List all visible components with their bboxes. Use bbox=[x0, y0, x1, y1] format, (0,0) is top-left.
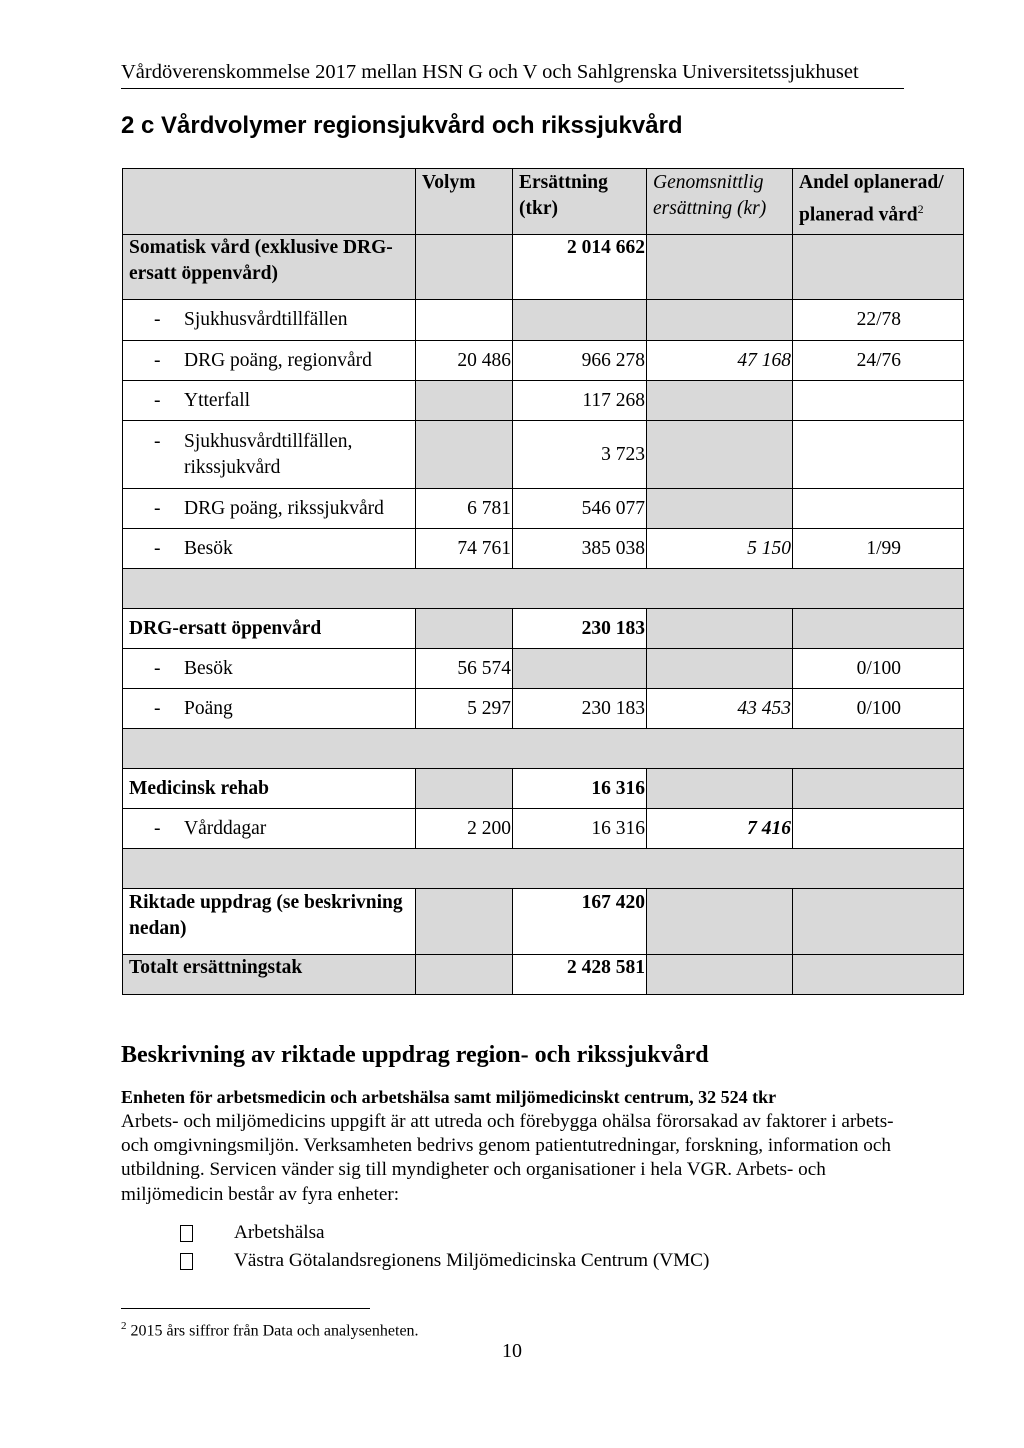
list-item bbox=[180, 1222, 325, 1243]
row-label: - DRG poäng, regionvård bbox=[123, 341, 416, 381]
cell-andel: 24/76 bbox=[793, 341, 964, 381]
cell-andel: 0/100 bbox=[793, 689, 964, 729]
cell-genomsnitt bbox=[647, 769, 793, 809]
cell-volym: 56 574 bbox=[416, 649, 513, 689]
cell-andel bbox=[793, 769, 964, 809]
cell-volym bbox=[416, 381, 513, 421]
cell-volym bbox=[416, 769, 513, 809]
footnote-marker: 2 bbox=[121, 1320, 127, 1332]
col-header-ersattning: Ersättning (tkr) bbox=[513, 169, 647, 235]
table-row bbox=[123, 609, 964, 649]
cell-ersattning: 385 038 bbox=[513, 529, 647, 569]
cell-ersattning bbox=[513, 300, 647, 341]
cell-volym: 74 761 bbox=[416, 529, 513, 569]
footnote bbox=[121, 1320, 419, 1340]
cell-genomsnitt bbox=[647, 889, 793, 955]
separator-row bbox=[123, 729, 964, 769]
cell-andel bbox=[793, 489, 964, 529]
cell-ersattning bbox=[513, 649, 647, 689]
table-row bbox=[123, 689, 964, 729]
footnote-divider bbox=[121, 1308, 370, 1309]
cell-andel bbox=[793, 955, 964, 995]
cell-genomsnitt bbox=[647, 421, 793, 489]
section-title: 2 c Vårdvolymer regionsjukvård och rikssjukvård bbox=[121, 112, 683, 139]
cell-ersattning: 3 723 bbox=[513, 421, 647, 489]
cell-andel bbox=[793, 809, 964, 849]
cell-ersattning: 16 316 bbox=[513, 809, 647, 849]
row-label: - Sjukhusvårdtillfällen bbox=[123, 300, 416, 341]
description-heading: Beskrivning av riktade uppdrag region- och rikssjukvård bbox=[121, 1042, 709, 1068]
cell-genomsnitt bbox=[647, 381, 793, 421]
bullet-box-icon bbox=[180, 1253, 193, 1270]
cell-volym: 5 297 bbox=[416, 689, 513, 729]
table-row bbox=[123, 381, 964, 421]
cell-genomsnitt: 47 168 bbox=[647, 341, 793, 381]
table-row bbox=[123, 235, 964, 300]
cell-volym: 20 486 bbox=[416, 341, 513, 381]
cell-genomsnitt: 43 453 bbox=[647, 689, 793, 729]
col-header-genomsnitt: Genomsnittlig ersättning (kr) bbox=[647, 169, 793, 235]
cell-andel bbox=[793, 609, 964, 649]
unit-title: Enheten för arbetsmedicin och arbetshälsa samt miljömedicinskt centrum, 32 524 tkr bbox=[121, 1087, 777, 1107]
row-label: - DRG poäng, rikssjukvård bbox=[123, 489, 416, 529]
cell-genomsnitt: 5 150 bbox=[647, 529, 793, 569]
table-row bbox=[123, 809, 964, 849]
cell-ersattning: 230 183 bbox=[513, 609, 647, 649]
cell-andel bbox=[793, 381, 964, 421]
cell-ersattning: 966 278 bbox=[513, 341, 647, 381]
col-header-volym: Volym bbox=[416, 169, 513, 235]
cell-ersattning: 2 428 581 bbox=[513, 955, 647, 995]
running-header: Vårdöverenskommelse 2017 mellan HSN G och V och Sahlgrenska Universitetssjukhuset bbox=[121, 60, 904, 89]
separator-cell bbox=[123, 729, 964, 769]
cell-genomsnitt bbox=[647, 300, 793, 341]
row-label: Medicinsk rehab bbox=[123, 769, 416, 809]
volume-table bbox=[122, 168, 964, 995]
cell-andel: 1/99 bbox=[793, 529, 964, 569]
separator-cell bbox=[123, 849, 964, 889]
cell-ersattning: 16 316 bbox=[513, 769, 647, 809]
separator-cell bbox=[123, 569, 964, 609]
cell-andel bbox=[793, 421, 964, 489]
list-item bbox=[180, 1250, 710, 1271]
row-label: Riktade uppdrag (se beskrivning nedan) bbox=[123, 889, 416, 955]
cell-genomsnitt: 7 416 bbox=[647, 809, 793, 849]
cell-volym: 6 781 bbox=[416, 489, 513, 529]
list-item-label: Västra Götalandsregionens Miljömedicinska Centrum (VMC) bbox=[234, 1250, 710, 1271]
unit-description: Arbets- och miljömedicins uppgift är att utreda och förebygga ohälsa förorsakad av faktorer i arbets- och omgivningsmiljön. Verksamheten bedrivs genom patientutredningar, forskning, information och utbildning. Servicen vänder sig till myndigheter och organisationer i hela VGR. Arbets- och miljömedicin består av fyra enheter: bbox=[121, 1111, 894, 1205]
row-label: - Vårddagar bbox=[123, 809, 416, 849]
cell-andel bbox=[793, 235, 964, 300]
row-label: - Besök bbox=[123, 649, 416, 689]
cell-ersattning: 546 077 bbox=[513, 489, 647, 529]
table-row bbox=[123, 341, 964, 381]
page-number: 10 bbox=[502, 1340, 522, 1362]
table-row bbox=[123, 769, 964, 809]
row-label: - Poäng bbox=[123, 689, 416, 729]
footnote-ref: 2 bbox=[917, 202, 924, 216]
row-label: Somatisk vård (exklusive DRG-ersatt öppenvård) bbox=[123, 235, 416, 300]
cell-volym bbox=[416, 889, 513, 955]
cell-volym bbox=[416, 235, 513, 300]
row-label: DRG-ersatt öppenvård bbox=[123, 609, 416, 649]
cell-ersattning: 2 014 662 bbox=[513, 235, 647, 300]
cell-andel bbox=[793, 889, 964, 955]
row-label: Totalt ersättningstak bbox=[123, 955, 416, 995]
col-header-andel: Andel oplanerad/ planerad vård$^2$ bbox=[793, 169, 964, 235]
separator-row bbox=[123, 569, 964, 609]
cell-ersattning: 230 183 bbox=[513, 689, 647, 729]
list-item-label: Arbetshälsa bbox=[234, 1222, 325, 1243]
cell-volym: 2 200 bbox=[416, 809, 513, 849]
bullet-box-icon bbox=[180, 1225, 193, 1242]
cell-volym bbox=[416, 955, 513, 995]
cell-andel: 22/78 bbox=[793, 300, 964, 341]
cell-volym bbox=[416, 300, 513, 341]
cell-genomsnitt bbox=[647, 649, 793, 689]
table-row bbox=[123, 421, 964, 489]
row-label: - Besök bbox=[123, 529, 416, 569]
row-label: - Sjukhusvårdtillfällen, rikssjukvård bbox=[123, 421, 416, 489]
cell-volym bbox=[416, 421, 513, 489]
table-row bbox=[123, 649, 964, 689]
cell-ersattning: 117 268 bbox=[513, 381, 647, 421]
table-row bbox=[123, 955, 964, 995]
cell-genomsnitt bbox=[647, 489, 793, 529]
row-label: - Ytterfall bbox=[123, 381, 416, 421]
table-row bbox=[123, 300, 964, 341]
table-row bbox=[123, 889, 964, 955]
cell-volym bbox=[416, 609, 513, 649]
cell-andel: 0/100 bbox=[793, 649, 964, 689]
table-row bbox=[123, 489, 964, 529]
table-header-row bbox=[123, 169, 964, 235]
separator-row bbox=[123, 849, 964, 889]
cell-genomsnitt bbox=[647, 955, 793, 995]
footnote-text: 2015 års siffror från Data och analysenheten. bbox=[130, 1322, 419, 1340]
table-row bbox=[123, 529, 964, 569]
cell-genomsnitt bbox=[647, 609, 793, 649]
header-empty-cell bbox=[123, 169, 416, 235]
cell-ersattning: 167 420 bbox=[513, 889, 647, 955]
cell-genomsnitt bbox=[647, 235, 793, 300]
